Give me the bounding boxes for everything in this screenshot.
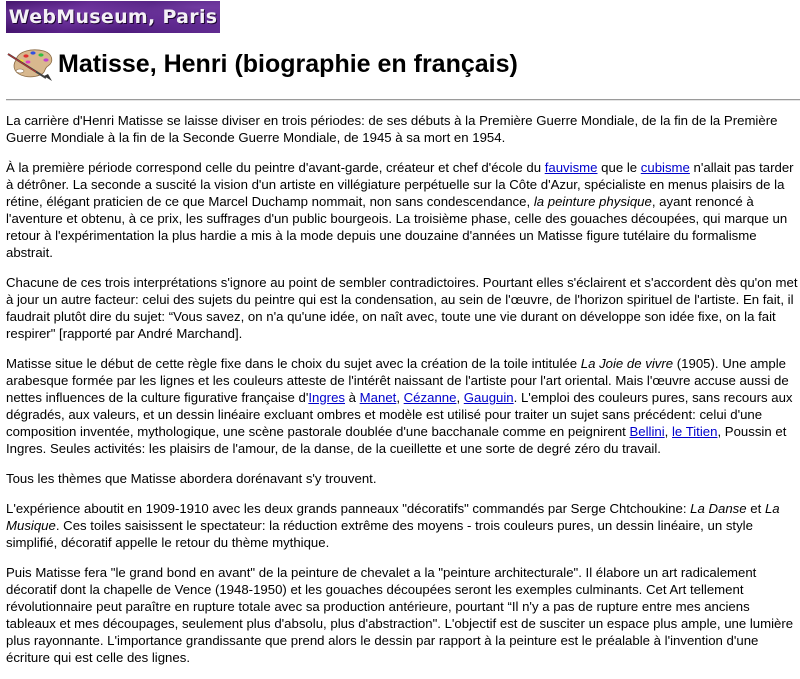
link-gauguin[interactable]: Gauguin	[463, 390, 514, 405]
emphasis-peinture-physique: la peinture physique	[533, 194, 652, 209]
banner-label: WebMuseum, Paris	[8, 5, 218, 28]
paragraph-1	[6, 112, 798, 146]
paragraph-text: Chacune de ces trois interprétations s'ignore au point de sembler contradictoires. Pourtant elles s'éclairent et s'accordent dès qu'on met à jour un autre facteur: celui des sujets du peintre qui est la condensation, au sein de l'œuvre, de l'horizon spirituel de l'artiste. En fait, il faudrait plutôt dire du sujet: “Vous savez, on n'a qu'une idée, on naît avec, toute une vie durant on développe son idée fixe, on la fait respirer" [rapporté par André Marchand].	[6, 275, 798, 341]
horizontal-divider	[6, 99, 800, 101]
link-titien[interactable]: le Titien	[672, 424, 718, 439]
paragraph-text: , Poussin et Ingres. Seules activités: les plaisirs de l'amour, de la danse, de la cueillette et une sorte de degré zéro du travail.	[6, 424, 787, 456]
paragraph-text: À la première période correspond celle du peintre d'avant-garde, créateur et chef d'école du	[6, 160, 545, 175]
paragraph-text: . L'emploi des couleurs pures, sans recours aux dégradés, aux valeurs, et un dessin linéaire excluant ombres et modèle est utilisé pour traiter un sujet sans précédent: celui d'une composition inventée, mythologique, une scène pastorale doublée d'une bacchanale comme en peignirent	[6, 390, 793, 439]
paragraph-5	[6, 470, 798, 487]
paragraph-text: n'allait pas tarder à détrôner. La seconde a suscité la vision d'un artiste en villégiature perpétuelle sur la Côte d'Azur, spécialiste en menus plaisirs de la rétine, élégant praticien de ce que Marcel Duchamp nommait, non sans condescendance,	[6, 160, 794, 209]
link-fauvisme[interactable]: fauvisme	[544, 160, 598, 175]
link-cezanne[interactable]: Cézanne	[403, 390, 457, 405]
webmuseum-banner[interactable]	[6, 1, 220, 33]
emphasis-la-danse: La Danse	[690, 501, 747, 516]
paragraph-text: et	[746, 501, 765, 516]
paragraph-text: L'expérience aboutit en 1909-1910 avec les deux grands panneaux "décoratifs" commandés par Serge Chtchoukine:	[6, 501, 691, 516]
paragraph-2	[6, 159, 798, 261]
paragraph-text: (1905). Une ample arabesque formée par les lignes et les couleurs atteste de l'intérêt naissant de l'artiste pour l'art oriental. Mais l'œuvre accuse aussi de nettes influences de la culture figurative française d'	[6, 356, 789, 405]
paragraph-text: ,	[396, 390, 404, 405]
paragraph-text: ,	[664, 424, 672, 439]
paragraph-text: Puis Matisse fera "le grand bond en avant" de la peinture de chevalet a la "peinture architecturale". Il élabore un art radicalement décoratif dont la chapelle de Vence (1948-1950) et les gouaches découpées seront les exemples culminants. Cet Art tellement révolutionnaire peut paraître en rupture totale avec sa production antérieure, pourtant “Il n'y a pas de rupture entre mes anciens tableaux et mes découpages, seulement plus d'absolu, plus d'abstraction". L'objectif est de susciter un espace plus ample, une lumière plus rayonnante. L'importance grandissante que prend alors le dessin par rapport à la peinture est le préalable à l'invention d'une écriture qui est celle des lignes.	[6, 565, 794, 665]
link-cubisme[interactable]: cubisme	[640, 160, 690, 175]
page-title: Matisse, Henri (biographie en français)	[58, 50, 518, 78]
paragraph-text: que le	[597, 160, 641, 175]
paragraph-7	[6, 564, 798, 666]
paragraph-text: La carrière d'Henri Matisse se laisse diviser en trois périodes: de ses débuts à la Première Guerre Mondiale, de la fin de la Première Guerre Mondiale à la fin de la Seconde Guerre Mondiale, de 1945 à sa mort en 1954.	[6, 113, 778, 145]
emphasis-la-musique: La Musique	[6, 501, 780, 533]
article-body	[6, 112, 798, 679]
emphasis-joie-de-vivre: La Joie de vivre	[580, 356, 674, 371]
link-bellini[interactable]: Bellini	[629, 424, 665, 439]
paragraph-text: ,	[456, 390, 464, 405]
paragraph-text: , ayant renoncé à l'aventure et obtenu, à ce prix, les suffrages d'un public bourgeois. La troisième phase, celle des gouaches découpées, qui marque un retour à l'expérimentation la plus hardie a mis à la mode depuis une douzaine d'années un Matisse figure tutélaire du formalisme abstrait.	[6, 194, 788, 260]
paragraph-3	[6, 274, 798, 342]
link-manet[interactable]: Manet	[359, 390, 397, 405]
paragraph-text: Matisse situe le début de cette règle fixe dans le choix du sujet avec la création de la toile intitulée	[6, 356, 581, 371]
paragraph-4	[6, 355, 798, 457]
paragraph-text: . Ces toiles saisissent le spectateur: la réduction extrême des moyens - trois couleurs pures, un dessin linéaire, un style simplifié, décoratif appelle le retour du thème mythique.	[6, 518, 753, 550]
paragraph-text: à	[345, 390, 360, 405]
page-header	[6, 46, 518, 82]
palette-icon	[6, 46, 54, 82]
link-ingres[interactable]: Ingres	[308, 390, 345, 405]
paragraph-text: Tous les thèmes que Matisse abordera dorénavant s'y trouvent.	[6, 471, 377, 486]
paragraph-6	[6, 500, 798, 551]
